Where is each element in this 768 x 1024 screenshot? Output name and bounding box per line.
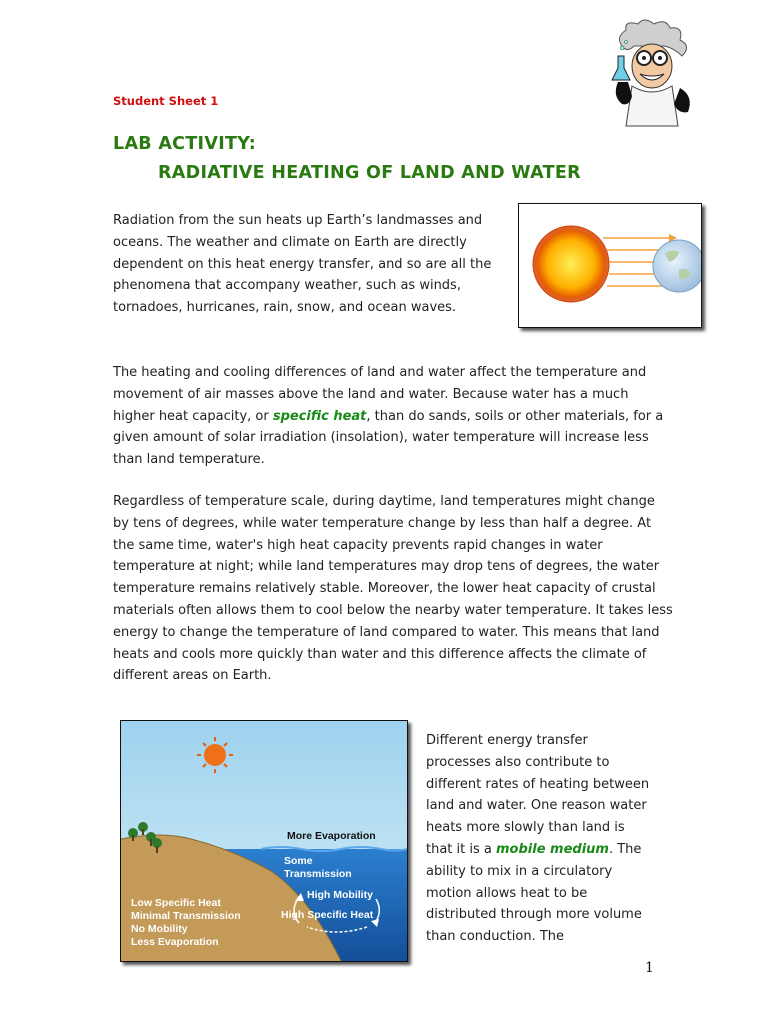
title-line-1: LAB ACTIVITY:	[113, 134, 257, 154]
sheet-label: Student Sheet 1	[113, 94, 219, 108]
page-title: RADIATIVE HEATING OF LAND AND WATER	[158, 163, 581, 183]
sun-earth-figure	[518, 203, 702, 328]
label-less-evaporation: Less Evaporation	[131, 936, 219, 948]
label-minimal-transmission: Minimal Transmission	[131, 910, 241, 922]
paragraph-text: The heating and cooling differences of land and water affect the temperature and movement of air masses above the land and water. Because water has a much higher heat capacity, or	[113, 365, 647, 424]
sun-to-earth-icon	[519, 204, 701, 327]
label-some: Some	[284, 855, 313, 867]
paragraph-text: Different energy transfer processes also contribute to different rates of heating between land and water. One reason water heats more slowly than land is that it is a	[426, 733, 650, 857]
land-water-scene	[121, 721, 407, 961]
page-number: 1	[645, 960, 654, 976]
label-more-evaporation: More Evaporation	[287, 830, 376, 842]
paragraph-specific-heat	[113, 362, 673, 471]
label-transmission: Transmission	[284, 868, 352, 880]
paragraph-mobile-medium	[426, 730, 651, 948]
paragraph-text: , than do sands, soils or other materials, for a given amount of solar irradiation (insolation), water temperature will increase less than land temperature.	[113, 408, 664, 468]
label-high-mobility: High Mobility	[307, 889, 373, 901]
keyword-mobile-medium: mobile medium	[496, 841, 609, 857]
paragraph-intro: Radiation from the sun heats up Earth’s landmasses and oceans. The weather and climate on Earth are directly dependent on this heat energy transfer, and so are all the phenomena that accompany weather, such as winds, tornadoes, hurricanes, rain, snow, and ocean waves.	[113, 213, 492, 316]
label-high-specific-heat: High Specific Heat	[281, 909, 374, 921]
label-low-specific-heat: Low Specific Heat	[131, 897, 221, 909]
paragraph-temperature: Regardless of temperature scale, during daytime, land temperatures might change by tens of degrees, while water temperature change by less than half a degree. At the same time, water's high heat capacity prevents rapid changes in water temperature at night; while land temperatures may drop tens of degrees, the water temperature remains relatively stable. Moreover, the lower heat capacity of crustal materials often allows them to cool below the nearby water temperature. It takes less energy to change the temperature of land compared to water. This means that land heats and cools more quickly than water and this difference affects the climate of different areas on Earth.	[113, 494, 673, 684]
mad-scientist-illustration	[604, 18, 700, 128]
land-water-diagram	[120, 720, 408, 962]
paragraph-text: . The ability to mix in a circulatory motion allows heat to be distributed through more volume than conduction. The	[426, 841, 642, 945]
keyword-specific-heat: specific heat	[272, 408, 367, 424]
label-no-mobility: No Mobility	[131, 923, 188, 935]
